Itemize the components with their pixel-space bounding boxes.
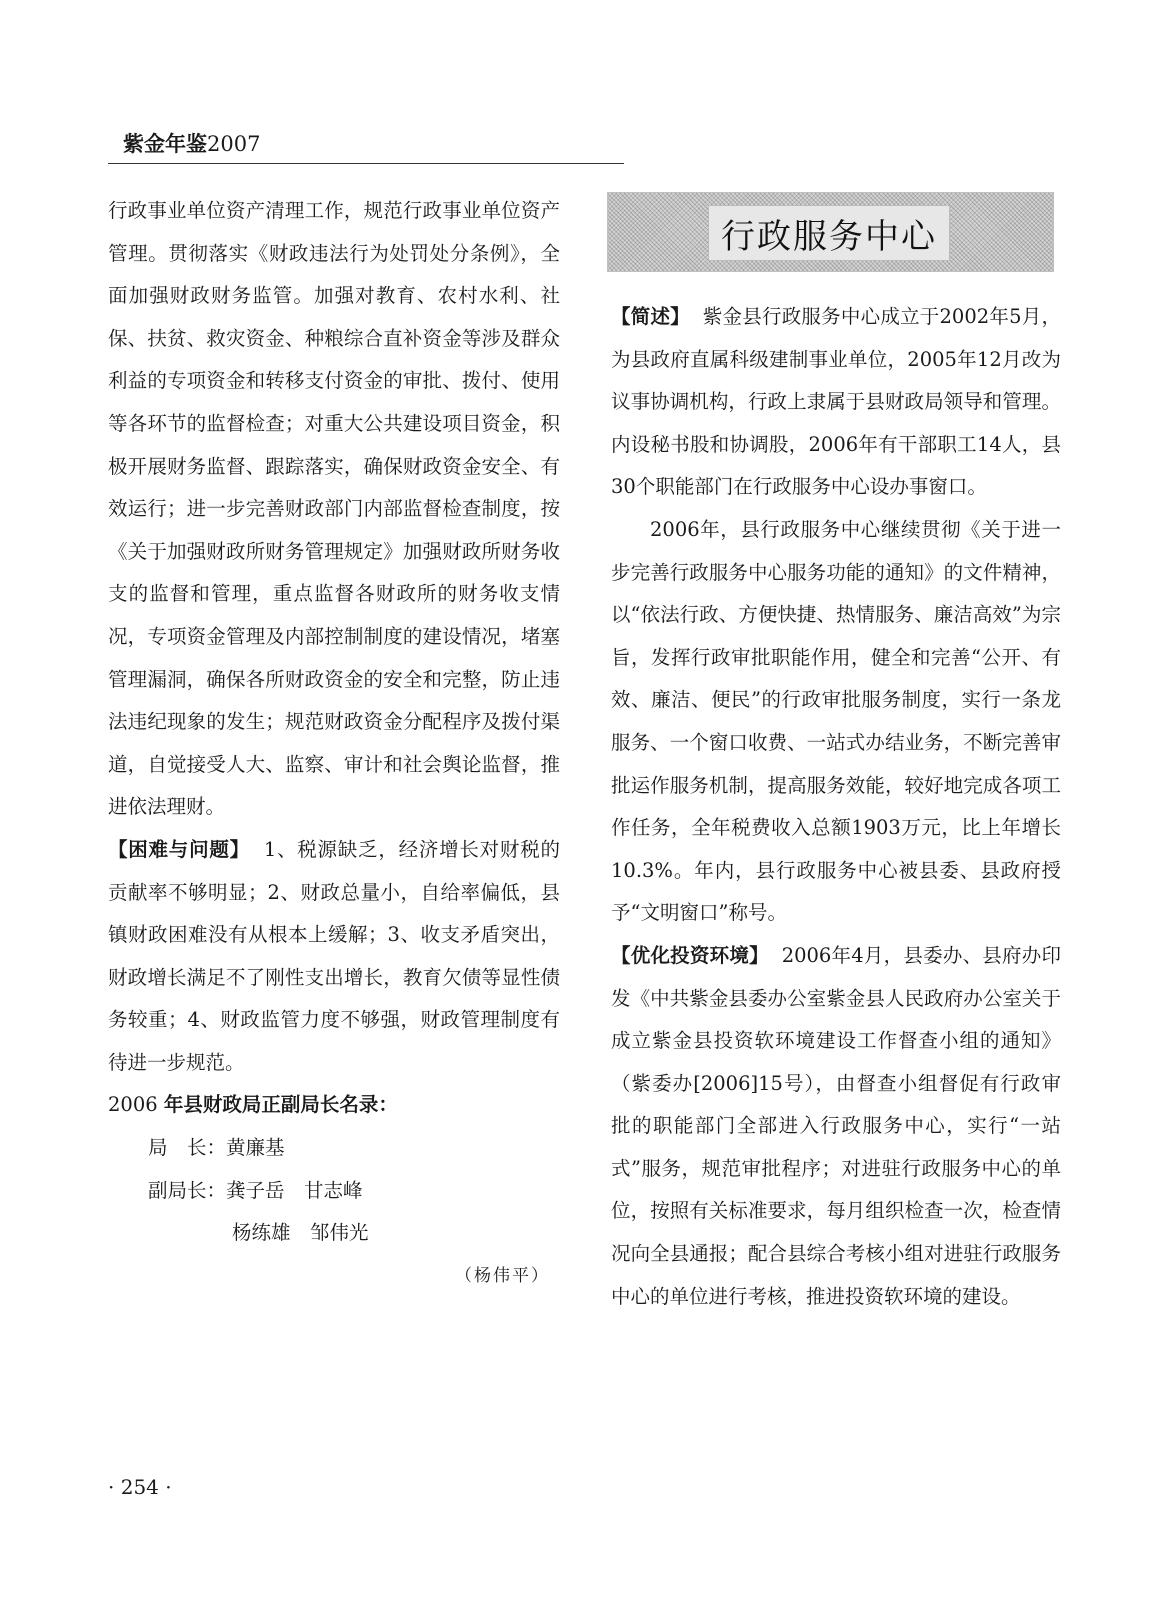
intro-paragraph <box>611 296 1061 509</box>
list-year: 2006 <box>108 1093 158 1117</box>
book-year: 2007 <box>207 132 261 156</box>
running-header <box>123 128 623 158</box>
intro-text: 紫金县行政服务中心成立于2002年5月，为县政府直属科级建制事业单位，2005年12月改为议事协调机构，行政上隶属于县财政局领导和管理。内设秘书股和协调股，2006年有干部职工14人，县30个职能部门在行政服务中心设办事窗口。 <box>611 305 1061 499</box>
page-number: · 254 · <box>108 1475 172 1499</box>
problems-tag: 【困难与问题】 <box>108 837 250 861</box>
deputy-line-2: 杨练雄 邹伟光 <box>232 1221 369 1245</box>
invest-tag: 【优化投资环境】 <box>611 943 769 967</box>
left-column <box>108 190 560 1297</box>
section-banner <box>607 192 1054 272</box>
problems-text: 1、税源缺乏，经济增长对财税的贡献率不够明显；2、财政总量小，自给率偏低，县镇财政困难没有从根本上缓解；3、收支矛盾突出，财政增长满足不了刚性支出增长，教育欠债等显性债务较重；4、财政监管力度不够强，财政管理制度有待进一步规范。 <box>108 837 560 1074</box>
invest-text: 2006年4月，县委办、县府办印发《中共紫金县委办公室紫金县人民政府办公室关于成立紫金县投资软环境建设工作督查小组的通知》（紫委办[2006]15号），由督查小组督促有行政审批的职能部门全部进入行政服务中心，实行“一站式”服务，规范审批程序；对进驻行政服务中心的单位，按照有关标准要求，每月组织检查一次，检查情况向全县通报；配合县综合考核小组对进驻行政服务中心的单位进行考核，推进投资软环境的建设。 <box>611 943 1061 1308</box>
right-column <box>611 296 1061 1318</box>
section-title: 行政服务中心 <box>708 205 950 261</box>
problems-paragraph <box>108 829 560 1085</box>
director-list-title <box>108 1084 560 1127</box>
header-rule <box>108 163 624 164</box>
deputy-line-1: 副局长：龚子岳 甘志峰 <box>148 1178 363 1202</box>
invest-paragraph <box>611 935 1061 1318</box>
list-title: 年县财政局正副局长名录： <box>163 1093 398 1117</box>
intro-tag: 【简述】 <box>611 305 690 328</box>
author-credit: （杨伟平） <box>455 1265 550 1286</box>
book-title: 紫金年鉴 <box>123 132 207 156</box>
service-paragraph: 2006年，县行政服务中心继续贯彻《关于进一步完善行政服务中心服务功能的通知》的文件精神，以“依法行政、方便快捷、热情服务、廉洁高效”为宗旨，发挥行政审批职能作用，健全和完善“公开、有效、廉洁、便民”的行政审批服务制度，实行一条龙服务、一个窗口收费、一站式办结业务，不断完善审批运作服务机制，提高服务效能，较好地完成各项工作任务，全年税费收入总额1903万元，比上年增长10.3%。年内，县行政服务中心被县委、县政府授予“文明窗口”称号。 <box>611 517 1061 925</box>
director-line: 局 长：黄廉基 <box>148 1136 285 1160</box>
finance-paragraph: 行政事业单位资产清理工作，规范行政事业单位资产管理。贯彻落实《财政违法行为处罚处分条例》，全面加强财政财务监管。加强对教育、农村水利、社保、扶贫、救灾资金、种粮综合直补资金等涉及群众利益的专项资金和转移支付资金的审批、拨付、使用等各环节的监督检查；对重大公共建设项目资金，积极开展财务监督、跟踪落实，确保财政资金安全、有效运行；进一步完善财政部门内部监督检查制度，按《关于加强财政所财务管理规定》加强财政所财务收支的监督和管理，重点监督各财政所的财务收支情况，专项资金管理及内部控制制度的建设情况，堵塞管理漏洞，确保各所财政资金的安全和完整，防止违法违纪现象的发生；规范财政资金分配程序及拨付渠道，自觉接受人大、监察、审计和社会舆论监督，推进依法理财。 <box>108 199 560 819</box>
director-list <box>108 1127 560 1255</box>
